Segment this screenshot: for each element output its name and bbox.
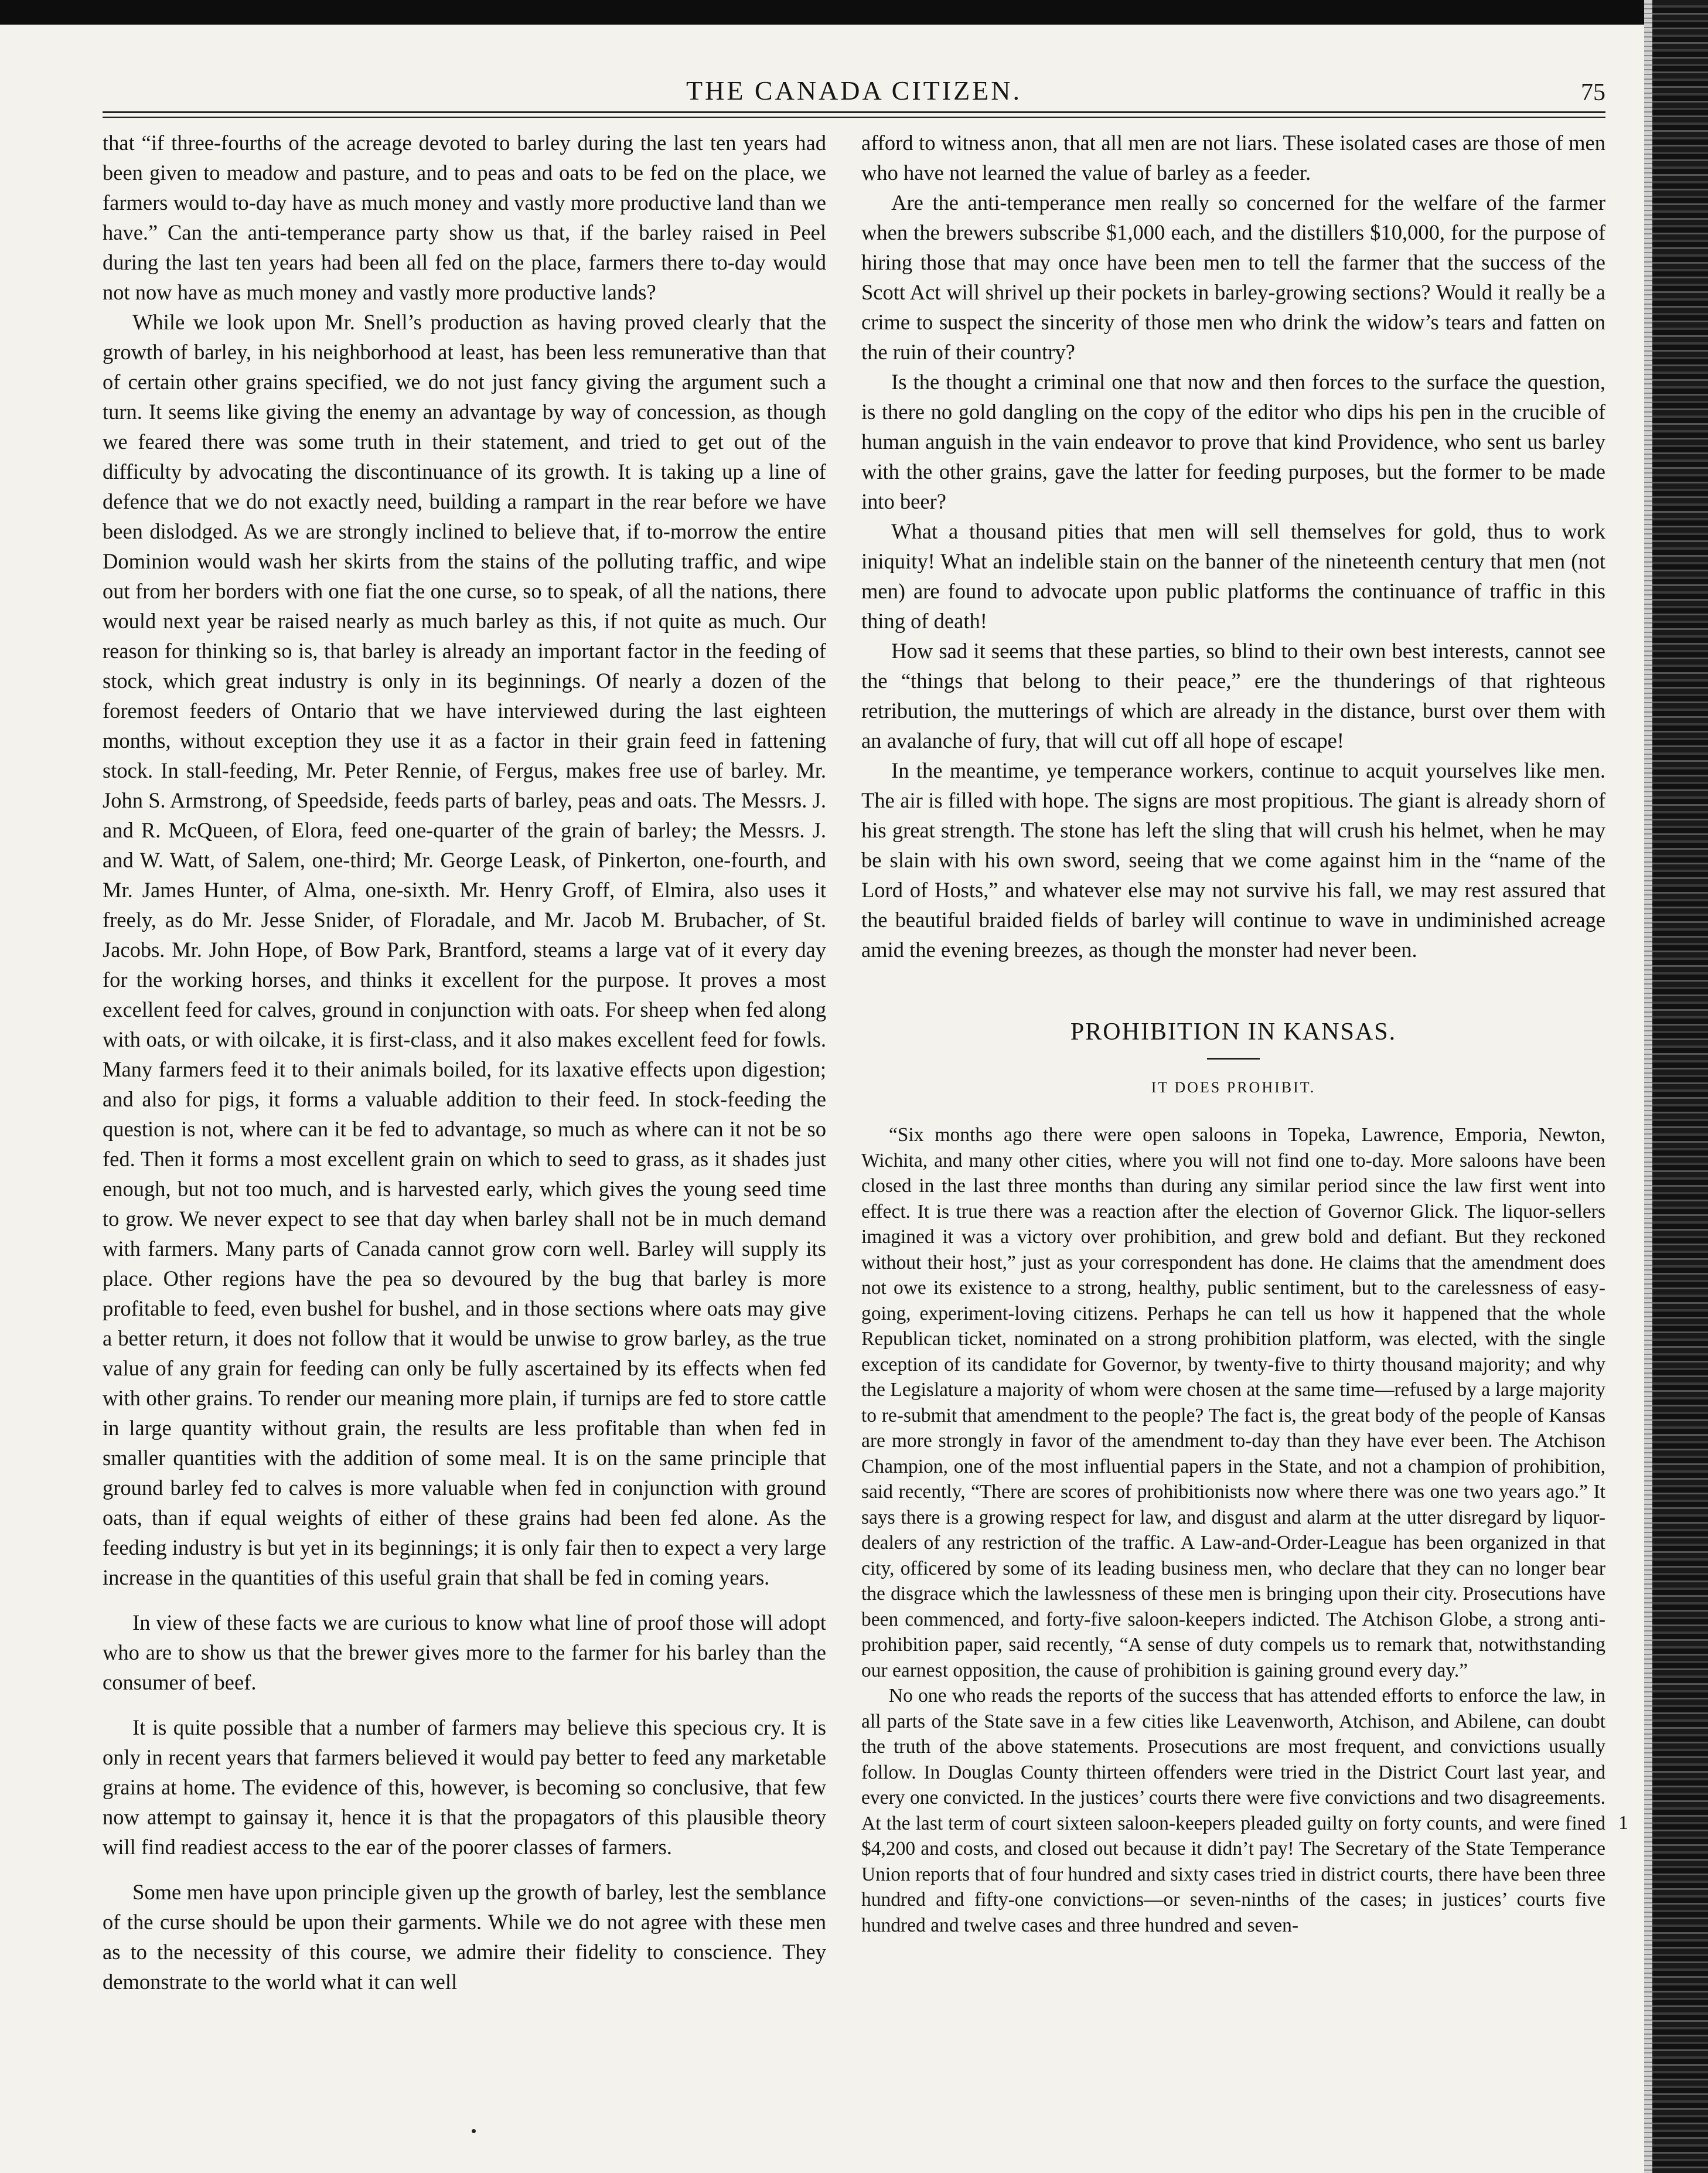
scan-edge-shadow <box>1644 0 1652 2173</box>
left-column <box>103 128 826 1997</box>
header-rule-thin <box>103 117 1605 118</box>
scan-right-border <box>1652 0 1708 2173</box>
section-title: PROHIBITION IN KANSAS. <box>1070 1019 1397 1045</box>
paragraph: It is quite possible that a number of farmers may believe this specious cry. It is only in recent years that farmers believed it would pay better to feed any marketable grains at home. The evidence of this, however, is becoming so conclusive, that few now attempt to gainsay it, hence it is that the propagators of this plausible theory will find readiest access to the ear of the poorer classes of farmers. <box>103 1715 826 1859</box>
paragraph: No one who reads the reports of the success that has attended efforts to enforce the law, in all parts of the State save in a few cities like Leavenworth, Atchison, and Abilene, can doubt the truth of the above statements. Prosecutions are most frequent, and convictions usually follow. In Douglas County thirteen offenders were tried in the District Court last year, and every one convicted. In the justices’ courts there were five convictions and two disagreements. At the last term of court sixteen saloon-keepers pleaded guilty on forty counts, and were fined $4,200 and costs, and closed out because it didn’t pay! The Secretary of the State Temperance Union reports that of four hundred and sixty cases tried in district courts, there have been three hundred and fifty-one convictions—or seven-ninths of the cases; in justices’ courts five hundred and twelve cases and three hundred and seven- <box>861 1685 1605 1936</box>
scan-top-border <box>0 0 1708 25</box>
newspaper-title: THE CANADA CITIZEN. <box>686 76 1022 105</box>
paragraph: Are the anti-temperance men really so concerned for the welfare of the farmer when the brewers subscribe $1,000 each, and the distillers $10,000, for the purpose of hiring those that may once have been men to tell the farmer that the success of the Scott Act will shrivel up their pockets in barley-growing sections? Would it really be a crime to suspect the sincerity of those men who drink the widow’s tears and fatten on the ruin of their country? <box>861 190 1605 364</box>
paragraph: In the meantime, ye temperance workers, continue to acquit yourselves like men. The air is filled with hope. The signs are most propitious. The giant is already shorn of his great strength. The stone has left the sling that will crush his helmet, when he may be slain with his own sword, seeing that we come against him in the “name of the Lord of Hosts,” and whatever else may not survive his fall, we may rest assured that the beautiful braided fields of barley will continue to wave in undiminished acreage amid the evening breezes, as though the monster had never been. <box>861 758 1605 962</box>
page-header <box>103 75 1605 110</box>
quoted-article <box>861 1122 1605 1683</box>
stray-dot <box>472 2129 476 2133</box>
margin-mark: 1 <box>1618 1812 1628 1834</box>
paragraph: Some men have upon principle given up the growth of barley, lest the semblance of the curse should be upon their garments. While we do not agree with these men as to the necessity of this course, we admire their fidelity to conscience. They demonstrate to the world what it can well <box>103 1880 826 1994</box>
section-subtitle: IT DOES PROHIBIT. <box>1151 1079 1316 1096</box>
header-rule <box>103 111 1605 113</box>
title-rule <box>1207 1058 1260 1060</box>
paragraph: In view of these facts we are curious to know what line of proof those will adopt who are to show us that the brewer gives more to the farmer for his barley than the consumer of beef. <box>103 1610 826 1694</box>
page-number: 75 <box>1581 79 1605 106</box>
paragraph: “Six months ago there were open saloons in Topeka, Lawrence, Emporia, Newton, Wichita, and many other cities, where you will not find one to-day. More saloons have been closed in the last three months than during any similar period since the law first went into effect. It is true there was a reaction after the election of Governor Glick. The liquor-sellers imagined it was a victory over prohibition, and grew bold and defiant. But they reckoned without their host,” just as your correspondent has done. He claims that the amendment does not owe its existence to a strong, healthy, public sentiment, but to the carelessness of easy-going, experiment-loving citizens. Perhaps he can tell us how it happened that the whole Republican ticket, nominated on a strong prohibition platform, was elected, with the single exception of its candidate for Governor, by twenty-five to thirty thousand majority; and why the Legislature a majority of whom were chosen at the same time—refused by a large majority to re-submit that amendment to the people? The fact is, the great body of the people of Kansas are more strongly in favor of the amendment to-day than they have ever been. The Atchison Champion, one of the most influential papers in the State, and not a champion of prohibition, said recently, “There are scores of prohibitionists now where there was one two years ago.” It says there is a growing respect for law, and disgust and alarm at the utter disregard by liquor-dealers of any restriction of the traffic. A Law-and-Order-League has been organized in that city, officered by some of its leading business men, who declare that they can no longer bear the disgrace which the lawlessness of these men is bringing upon their city. Prosecutions have been commenced, and forty-five saloon-keepers indicted. The Atchison Globe, a strong anti-prohibition paper, said recently, “A sense of duty compels us to remark that, notwithstanding our earnest opposition, the cause of prohibition is gaining ground every day.” <box>861 1124 1605 1681</box>
paragraph: Is the thought a criminal one that now and then forces to the surface the question, is there no gold dangling on the copy of the editor who dips his pen in the crucible of human anguish in the vain endeavor to prove that kind Providence, who sent us barley with the other grains, gave the latter for feeding purposes, but the former to be made into beer? <box>861 370 1605 513</box>
paragraph: While we look upon Mr. Snell’s production as having proved clearly that the growth of barley, in his neighborhood at least, has been less remunerative than that of certain other grains specified, we do not just fancy giving the argument such a turn. It seems like giving the enemy an advantage by way of concession, as though we feared there was some truth in their statement, and tried to get out of the difficulty by advocating the discontinuance of its growth. It is taking up a line of defence that we do not exactly need, building a rampart in the rear before we have been dislodged. As we are strongly inclined to believe that, if to-morrow the entire Dominion would wash her skirts from the stains of the polluting traffic, and wipe out from her borders with one fiat the one curse, so to speak, of all the nations, there would next year be raised nearly as much barley as this, if not quite as much. Our reason for thinking so is, that barley is already an important factor in the feeding of stock, which great industry is only in its beginnings. Of nearly a dozen of the foremost feeders of Ontario that we have interviewed during the last eighteen months, without exception they use it as a factor in their grain feed in fattening stock. In stall-feeding, Mr. Peter Rennie, of Fergus, makes free use of barley. Mr. John S. Armstrong, of Speedside, feeds parts of barley, peas and oats. The Messrs. J. and R. McQueen, of Elora, feed one-quarter of the grain of barley; the Messrs. J. and W. Watt, of Salem, one-third; Mr. George Leask, of Pinkerton, one-fourth, and Mr. James Hunter, of Alma, one-sixth. Mr. Henry Groff, of Elmira, also uses it freely, as do Mr. Jesse Snider, of Floradale, and Mr. Jacob M. Brubacher, of St. Jacobs. Mr. John Hope, of Bow Park, Brantford, steams a large vat of it every day for the working horses, and thinks it excellent for the purpose. It proves a most excellent feed for calves, ground in conjunction with oats. For sheep when fed along with oats, or with oilcake, it is first-class, and it also makes excellent feed for fowls. Many farmers feed it to their animals boiled, for its laxative effects upon digestion; and also for pigs, it forms a valuable addition to their feed. In stock-feeding the question is not, where can it be fed to advantage, so much as where can it not be so fed. Then it forms a most excellent grain on which to seed to grass, as it shades just enough, but not too much, and is harvested early, which gives the young seed time to grow. We never expect to see that day when barley shall not be in much demand with farmers. Many parts of Canada cannot grow corn well. Barley will supply its place. Other regions have the pea so devoured by the bug that barley is more profitable to feed, even bushel for bushel, and in those sections where oats may give a better return, it does not follow that it would be unwise to grow barley, as the true value of any grain for feeding can only be fully ascertained by its effects when fed with other grains. To render our meaning more plain, if turnips are fed to store cattle in large quantity without grain, the results are less profitable than when fed in smaller quantities with the addition of some meal. It is on the same principle that ground barley fed to calves is more valuable when fed in conjunction with ground oats, than if equal weights of either of these grains had been fed alone. As the feeding industry is but yet in its beginnings; it is only fair then to expect a very large increase in the quantities of this useful grain that shall be fed in coming years. <box>103 310 826 1589</box>
right-column <box>861 128 1605 1938</box>
paragraph: that “if three-fourths of the acreage devoted to barley during the last ten years had been given to meadow and pasture, and to peas and oats to be fed on the place, we farmers would to-day have as much money and vastly more productive land than we have.” Can the anti-temperance party show us that, if the barley raised in Peel during the last ten years had been all fed on the place, farmers there to-day would not now have as much money and vastly more productive lands? <box>103 131 826 304</box>
paragraph: What a thousand pities that men will sell themselves for gold, thus to work iniquity! What an indelible stain on the banner of the nineteenth century that men (not men) are found to advocate upon public platforms the continuance of traffic in this thing of death! <box>861 519 1605 633</box>
paragraph: How sad it seems that these parties, so blind to their own best interests, cannot see the “things that belong to their peace,” ere the thunderings of that righteous retribution, the mutterings of which are already in the distance, burst over them with an avalanche of fury, that will cut off all hope of escape! <box>861 639 1605 752</box>
paragraph: afford to witness anon, that all men are not liars. These isolated cases are those of men who have not learned the value of barley as a feeder. <box>861 131 1605 185</box>
